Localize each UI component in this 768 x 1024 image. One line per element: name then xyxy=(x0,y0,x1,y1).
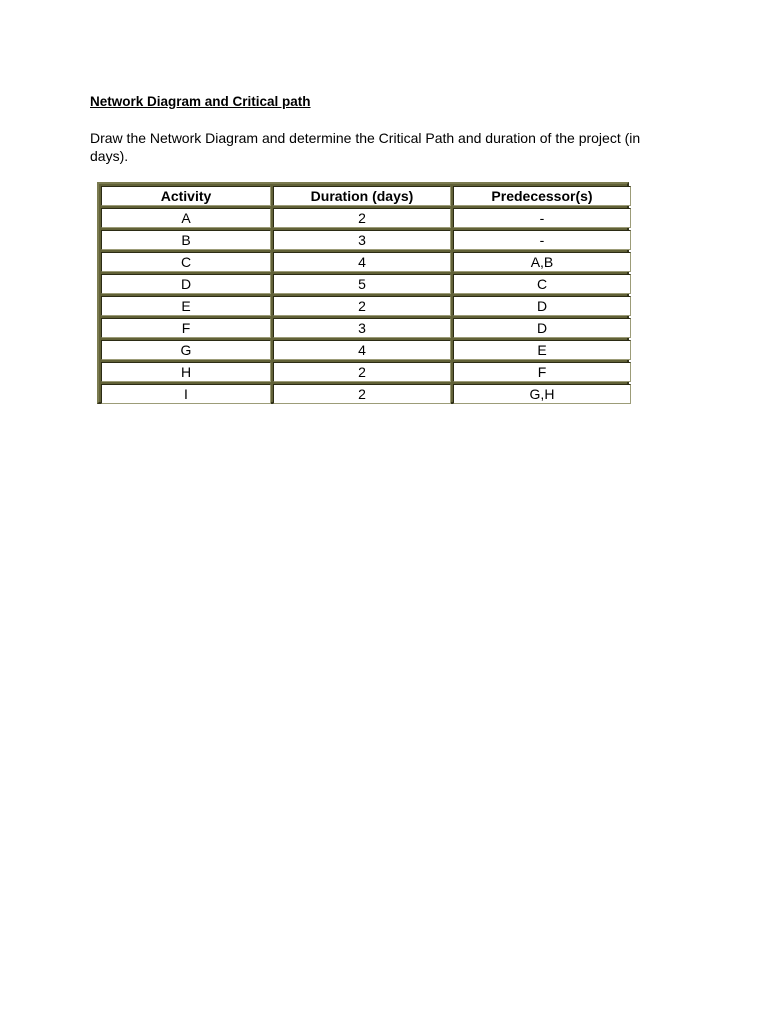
predecessor-cell: E xyxy=(453,340,631,360)
activity-cell: H xyxy=(101,362,271,382)
activity-cell: G xyxy=(101,340,271,360)
duration-cell: 4 xyxy=(273,340,451,360)
predecessor-cell: D xyxy=(453,296,631,316)
activity-cell: A xyxy=(101,208,271,228)
duration-cell: 3 xyxy=(273,230,451,250)
table-row xyxy=(101,230,631,250)
duration-cell: 4 xyxy=(273,252,451,272)
table-row xyxy=(101,296,631,316)
predecessor-cell: C xyxy=(453,274,631,294)
header-activity: Activity xyxy=(101,186,271,206)
activity-cell: D xyxy=(101,274,271,294)
table-row xyxy=(101,208,631,228)
header-predecessors: Predecessor(s) xyxy=(453,186,631,206)
duration-cell: 2 xyxy=(273,296,451,316)
predecessor-cell: G,H xyxy=(453,384,631,404)
duration-cell: 2 xyxy=(273,362,451,382)
table-row xyxy=(101,274,631,294)
activity-cell: E xyxy=(101,296,271,316)
activity-table-frame xyxy=(97,182,629,404)
table-row xyxy=(101,362,631,382)
activity-cell: C xyxy=(101,252,271,272)
predecessor-cell: D xyxy=(453,318,631,338)
predecessor-cell: - xyxy=(453,230,631,250)
activity-cell: F xyxy=(101,318,271,338)
table-row xyxy=(101,318,631,338)
activity-table xyxy=(99,184,633,406)
table-row xyxy=(101,384,631,404)
activity-cell: B xyxy=(101,230,271,250)
duration-cell: 3 xyxy=(273,318,451,338)
instructions-text: Draw the Network Diagram and determine the Critical Path and duration of the project (in days). xyxy=(90,130,641,164)
document-title: Network Diagram and Critical path xyxy=(90,94,311,109)
predecessor-cell: - xyxy=(453,208,631,228)
activity-cell: I xyxy=(101,384,271,404)
table-row xyxy=(101,340,631,360)
duration-cell: 2 xyxy=(273,208,451,228)
table-header-row xyxy=(101,186,631,206)
header-duration: Duration (days) xyxy=(273,186,451,206)
duration-cell: 2 xyxy=(273,384,451,404)
duration-cell: 5 xyxy=(273,274,451,294)
predecessor-cell: A,B xyxy=(453,252,631,272)
table-row xyxy=(101,252,631,272)
predecessor-cell: F xyxy=(453,362,631,382)
